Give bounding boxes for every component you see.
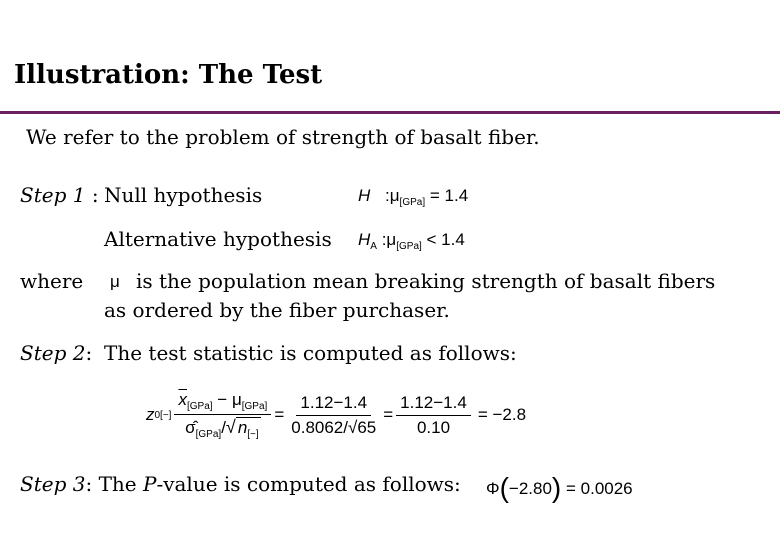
h1-symbol-sub: A [370, 241, 377, 252]
title-divider [0, 111, 780, 114]
h0-symbol: H [358, 186, 371, 205]
fraction-symbolic: $\frac{\overline{x}_{[GPa]} - \mu_{[GPa]}}{\sigmâ_{[GPa]}/√ n_{[-]}}$ [174, 390, 271, 440]
null-hypothesis-label: Null hypothesis [104, 183, 263, 207]
test-statistic-formula [146, 388, 526, 442]
where-line1: is the population mean breaking strength of basalt fibers [136, 269, 716, 293]
slash: / [221, 418, 226, 437]
step3-text-pre: : The [85, 472, 137, 496]
step2-heading: Step 2: [20, 341, 93, 365]
z-subscript: 0[−] [154, 409, 172, 421]
null-hypothesis-formula [358, 186, 468, 208]
p-symbol: P [142, 472, 157, 496]
z-symbol: z [146, 405, 155, 424]
step2-text: The test statistic is computed as follows: [104, 341, 517, 365]
where-line2: as ordered by the fiber purchaser. [104, 298, 450, 322]
step3-line [20, 472, 461, 496]
where-mu: μ [110, 272, 120, 291]
step3-text-post: -value is computed as follows: [156, 472, 461, 496]
step3-label: Step 3 [20, 472, 86, 496]
h1-relation: < 1.4 [426, 230, 465, 249]
h1-mu-sub: [GPa] [396, 241, 422, 252]
sigma-hat-symbol: σ̂ [185, 418, 196, 437]
test-statistic-result: = −2.8 [477, 405, 527, 424]
fraction1-denominator: 0.8062/√65 [291, 417, 377, 437]
h1-mu: μ [386, 230, 397, 249]
fraction-numeric-2 [396, 393, 471, 438]
xbar-symbol: $\overline{x}$ [178, 390, 187, 409]
step1-heading [20, 183, 99, 207]
h0-mu-sub: [GPa] [399, 197, 426, 208]
n-symbol: n [237, 418, 248, 437]
step1-label: Step 1 [20, 183, 86, 207]
p-value-formula: Φ(−2.80) = 0.0026 [486, 472, 633, 503]
alt-hypothesis-label: Alternative hypothesis [104, 227, 332, 251]
n-sub: [−] [247, 429, 259, 440]
mu-sub: [GPa] [241, 401, 268, 412]
h0-mu: μ [389, 186, 400, 205]
equals-1: = [274, 405, 285, 424]
equals-2: = [383, 405, 394, 424]
intro-text: We refer to the problem of strength of basalt fiber. [26, 125, 540, 149]
step2-label: Step 2 [20, 341, 86, 365]
fraction2-denominator: 0.10 [416, 417, 451, 437]
fraction-numeric-1 [287, 393, 380, 438]
phi-symbol: Φ [486, 479, 500, 498]
where-label: where [20, 269, 84, 293]
h0-relation: = 1.4 [429, 186, 469, 205]
h1-symbol: H [358, 230, 371, 249]
phi-argument: −2.80 [508, 479, 552, 498]
p-value-result: = 0.0026 [565, 479, 633, 498]
h0-colon: : [385, 186, 390, 205]
alt-hypothesis-formula [358, 230, 465, 252]
fraction1-numerator: 1.12−1.4 [296, 393, 371, 416]
fraction2-numerator: 1.12−1.4 [396, 393, 471, 416]
minus-sign: − [217, 390, 228, 409]
mu-symbol: μ [231, 390, 242, 409]
h1-colon: : [381, 230, 387, 249]
xbar-sub: [GPa] [186, 401, 213, 412]
step1-colon: : [91, 183, 99, 207]
page-title: Illustration: The Test [14, 60, 323, 90]
sigma-sub: [GPa] [195, 429, 222, 440]
